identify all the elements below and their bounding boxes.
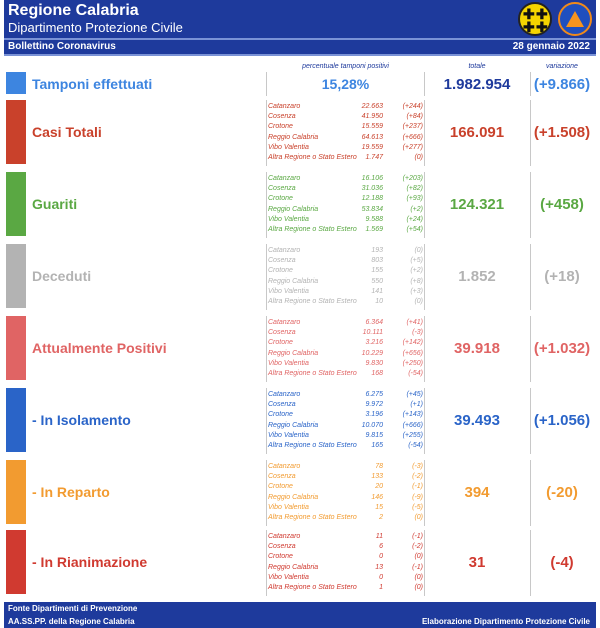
province-name: Cosenza: [268, 113, 296, 121]
province-value: 1: [379, 584, 383, 591]
section-change: (+458): [540, 196, 584, 213]
divider: [530, 100, 531, 166]
province-name: Vibo Valentia: [268, 143, 309, 151]
section-label: Attualmente Positivi: [32, 340, 167, 356]
province-value: 133: [371, 473, 383, 481]
province-delta: (0): [414, 573, 423, 581]
footer-source-line2: AA.SS.PP. della Regione Calabria: [8, 617, 135, 626]
province-value: 31.036: [361, 185, 383, 193]
total-column-header: totale: [468, 63, 486, 70]
province-value: 2: [379, 514, 383, 521]
section-guariti: [6, 172, 592, 238]
province-name: Cosenza: [268, 473, 296, 481]
divider: [530, 316, 531, 382]
page-subtitle: Dipartimento Protezione Civile: [8, 20, 183, 35]
province-value: 10.111: [362, 329, 383, 337]
divider: [266, 460, 267, 526]
province-delta: (-2): [412, 543, 423, 551]
divider: [424, 316, 425, 382]
province-value: 3.216: [365, 339, 383, 347]
province-value: 550: [371, 277, 383, 285]
province-list: [268, 462, 423, 524]
province-value: 22.663: [361, 103, 383, 110]
province-name: Crotone: [268, 267, 293, 275]
province-value: 9.815: [365, 431, 383, 439]
section-label: - In Rianimazione: [32, 554, 148, 570]
province-value: 165: [371, 442, 383, 449]
divider: [424, 530, 425, 596]
province-delta: (0): [414, 154, 423, 161]
province-delta: (+3): [410, 287, 423, 295]
province-value: 10.070: [361, 421, 383, 429]
province-name: Reggio Calabria: [268, 277, 319, 285]
section-label: - In Reparto: [32, 484, 110, 500]
province-delta: (+84): [406, 113, 423, 121]
divider: [530, 72, 531, 96]
province-value: 15.559: [361, 123, 383, 131]
province-value: 16.106: [361, 175, 383, 182]
province-name: Altra Regione o Stato Estero: [268, 226, 357, 233]
province-name: Reggio Calabria: [268, 133, 319, 141]
section-in-reparto: [6, 460, 592, 526]
province-value: 146: [371, 493, 383, 501]
footer-bar: [4, 602, 596, 628]
section-attualmente-positivi: [6, 316, 592, 382]
section-total: 1.852: [458, 268, 496, 285]
divider: [266, 172, 267, 238]
province-name: Cosenza: [268, 401, 296, 409]
bulletin-label: Bollettino Coronavirus: [8, 41, 116, 52]
province-delta: (+244): [402, 103, 423, 110]
section-change: (-4): [550, 554, 574, 571]
section-total: 124.321: [449, 196, 505, 213]
province-delta: (-9): [412, 493, 423, 501]
divider: [424, 72, 425, 96]
province-list: [268, 246, 423, 308]
province-delta: (-54): [408, 370, 423, 377]
province-value: 6.275: [365, 391, 383, 398]
province-value: 10.229: [361, 349, 383, 357]
province-delta: (+82): [406, 185, 423, 193]
province-delta: (+24): [406, 215, 423, 223]
province-delta: (+250): [402, 359, 423, 367]
province-value: 53.834: [361, 205, 383, 213]
province-value: 168: [371, 370, 383, 377]
province-name: Altra Regione o Stato Estero: [268, 370, 357, 377]
section-deceduti: [6, 244, 592, 310]
province-value: 3.196: [365, 411, 383, 419]
province-value: 6: [379, 543, 383, 551]
province-name: Vibo Valentia: [268, 573, 309, 581]
province-name: Vibo Valentia: [268, 215, 309, 223]
divider: [266, 244, 267, 310]
province-delta: (-3): [412, 463, 423, 470]
province-name: Catanzaro: [268, 103, 301, 110]
province-value: 10: [375, 298, 383, 305]
province-delta: (+656): [402, 349, 423, 357]
province-name: Altra Regione o Stato Estero: [268, 584, 357, 591]
province-value: 155: [371, 267, 383, 275]
section-total: 39.493: [454, 412, 500, 429]
province-name: Crotone: [268, 553, 293, 561]
province-name: Altra Regione o Stato Estero: [268, 298, 357, 305]
province-name: Crotone: [268, 483, 293, 491]
province-list: [268, 174, 423, 236]
province-delta: (+93): [406, 195, 423, 203]
footer-source-line1: Fonte Dipartimenti di Prevenzione: [8, 604, 138, 613]
tamponi-label: Tamponi effettuati: [32, 76, 153, 92]
positivity-column-header: percentuale tamponi positivi: [302, 63, 389, 70]
section-in-rianimazione: [6, 530, 592, 596]
province-value: 19.559: [361, 143, 383, 151]
divider: [530, 172, 531, 238]
province-value: 0: [379, 553, 383, 561]
province-delta: (0): [414, 584, 423, 591]
divider: [530, 530, 531, 596]
section-color-bar: [6, 530, 26, 594]
province-name: Vibo Valentia: [268, 287, 309, 295]
province-value: 20: [375, 483, 383, 491]
province-value: 9.972: [365, 401, 383, 409]
province-list: [268, 318, 423, 380]
province-name: Vibo Valentia: [268, 359, 309, 367]
province-delta: (0): [414, 247, 423, 254]
province-delta: (-54): [408, 442, 423, 449]
tamponi-total: 1.982.954: [443, 76, 511, 93]
province-list: [268, 102, 423, 164]
divider: [424, 244, 425, 310]
province-delta: (+203): [402, 175, 423, 182]
province-delta: (0): [414, 298, 423, 305]
province-name: Crotone: [268, 411, 293, 419]
province-delta: (+41): [406, 319, 423, 326]
province-value: 9.588: [365, 215, 383, 223]
header-banner: [4, 0, 596, 38]
divider: [266, 316, 267, 382]
province-value: 6.364: [365, 319, 383, 326]
province-delta: (-3): [412, 329, 423, 337]
tamponi-row: [6, 72, 592, 96]
section-change: (+1.032): [533, 340, 591, 357]
section-change: (+18): [544, 268, 580, 285]
province-name: Altra Regione o Stato Estero: [268, 442, 357, 449]
province-name: Reggio Calabria: [268, 563, 319, 571]
section-total: 166.091: [449, 124, 505, 141]
province-value: 9.830: [365, 359, 383, 367]
province-delta: (+5): [410, 257, 423, 265]
province-delta: (-5): [412, 503, 423, 511]
province-name: Crotone: [268, 123, 293, 131]
province-value: 193: [371, 247, 383, 254]
province-name: Cosenza: [268, 257, 296, 265]
province-delta: (0): [414, 553, 423, 561]
province-name: Catanzaro: [268, 463, 301, 470]
divider: [424, 460, 425, 526]
province-name: Catanzaro: [268, 319, 301, 326]
province-delta: (-1): [412, 533, 423, 540]
section-change: (+1.508): [533, 124, 591, 141]
section-label: - In Isolamento: [32, 412, 131, 428]
province-value: 1.747: [365, 154, 383, 161]
section-color-bar: [6, 172, 26, 236]
province-name: Vibo Valentia: [268, 431, 309, 439]
province-delta: (-1): [412, 563, 423, 571]
bulletin-divider: [4, 54, 596, 56]
province-value: 13: [375, 563, 383, 571]
province-name: Reggio Calabria: [268, 493, 319, 501]
province-name: Cosenza: [268, 329, 296, 337]
divider: [530, 244, 531, 310]
province-value: 141: [371, 287, 383, 295]
province-delta: (+2): [410, 205, 423, 213]
province-name: Reggio Calabria: [268, 421, 319, 429]
province-value: 78: [375, 463, 383, 470]
province-list: [268, 532, 423, 594]
section-change: (+1.056): [533, 412, 591, 429]
divider: [266, 530, 267, 596]
province-name: Crotone: [268, 339, 293, 347]
divider: [424, 172, 425, 238]
province-name: Catanzaro: [268, 391, 301, 398]
divider: [266, 388, 267, 454]
province-name: Reggio Calabria: [268, 349, 319, 357]
section-color-bar: [6, 244, 26, 308]
page-title: Regione Calabria: [8, 2, 139, 19]
province-delta: (+666): [402, 133, 423, 141]
section-color-bar: [6, 100, 26, 164]
section-label: Casi Totali: [32, 124, 102, 140]
section-color-bar: [6, 460, 26, 524]
province-name: Crotone: [268, 195, 293, 203]
province-name: Catanzaro: [268, 247, 301, 254]
section-in-isolamento: [6, 388, 592, 454]
province-delta: (-1): [412, 483, 423, 491]
province-delta: (-2): [412, 473, 423, 481]
tamponi-change: (+9.866): [533, 76, 591, 93]
province-name: Catanzaro: [268, 533, 301, 540]
province-value: 1.569: [365, 226, 383, 233]
province-value: 11: [375, 533, 383, 540]
province-name: Cosenza: [268, 543, 296, 551]
footer-credit: Elaborazione Dipartimento Protezione Civile: [421, 617, 590, 626]
change-column-header: variazione: [546, 63, 578, 70]
section-casi-totali: [6, 100, 592, 166]
province-value: 41.950: [361, 113, 383, 121]
province-delta: (+54): [406, 226, 423, 233]
province-delta: (+142): [402, 339, 423, 347]
province-delta: (+45): [406, 391, 423, 398]
divider: [424, 100, 425, 166]
province-name: Vibo Valentia: [268, 503, 309, 511]
province-delta: (+255): [402, 431, 423, 439]
divider: [266, 100, 267, 166]
province-name: Altra Regione o Stato Estero: [268, 154, 357, 161]
regional-coat-of-arms-icon: ✚ ✚ ✚ ✚: [518, 2, 552, 36]
province-name: Catanzaro: [268, 175, 301, 182]
bulletin-date: 28 gennaio 2022: [512, 41, 590, 52]
province-delta: (+277): [402, 143, 423, 151]
bulletin-bar: [4, 40, 596, 54]
section-total: 394: [464, 484, 490, 501]
civil-protection-logo-icon: [558, 2, 592, 36]
divider: [266, 72, 267, 96]
province-value: 0: [379, 573, 383, 581]
divider: [530, 388, 531, 454]
province-delta: (+2): [410, 267, 423, 275]
province-name: Cosenza: [268, 185, 296, 193]
province-value: 64.613: [361, 133, 383, 141]
section-total: 39.918: [454, 340, 500, 357]
section-change: (-20): [546, 484, 578, 501]
province-delta: (0): [414, 514, 423, 521]
province-value: 15: [375, 503, 383, 511]
province-value: 803: [371, 257, 383, 265]
province-delta: (+666): [402, 421, 423, 429]
province-delta: (+1): [410, 401, 423, 409]
province-name: Reggio Calabria: [268, 205, 319, 213]
province-delta: (+143): [402, 411, 423, 419]
tamponi-color-bar: [6, 72, 26, 94]
section-label: Deceduti: [32, 268, 92, 284]
province-delta: (+8): [410, 277, 423, 285]
section-color-bar: [6, 388, 26, 452]
province-name: Altra Regione o Stato Estero: [268, 514, 357, 521]
divider: [530, 460, 531, 526]
province-list: [268, 390, 423, 452]
section-total: 31: [468, 554, 486, 571]
province-delta: (+237): [402, 123, 423, 131]
section-label: Guariti: [32, 196, 78, 212]
positivity-rate: 15,28%: [321, 76, 370, 92]
section-color-bar: [6, 316, 26, 380]
province-value: 12.188: [361, 195, 383, 203]
divider: [424, 388, 425, 454]
